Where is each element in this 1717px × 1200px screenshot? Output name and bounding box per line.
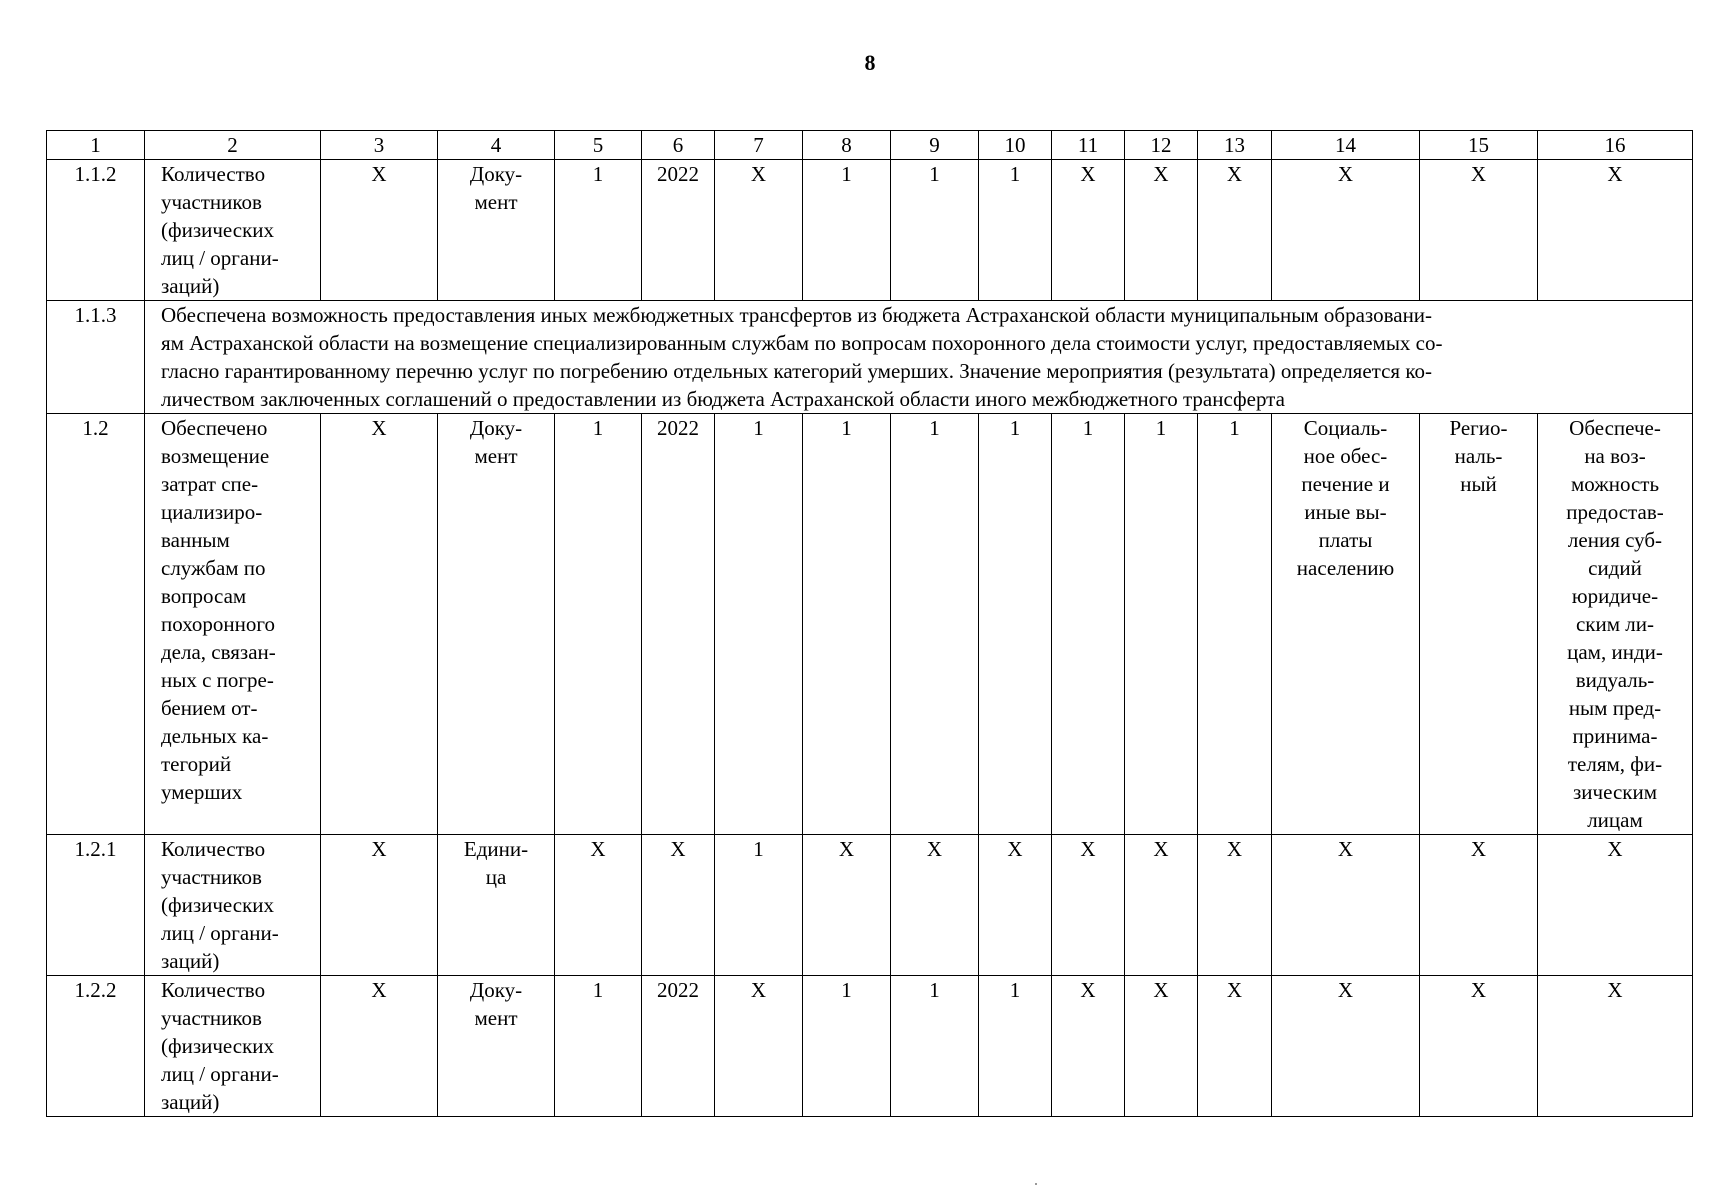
- table-cell: 2022: [642, 414, 715, 835]
- table-row: [47, 160, 1693, 301]
- table-cell: 1: [555, 160, 642, 301]
- table-cell: 1: [555, 414, 642, 835]
- row-id: 1.2.2: [47, 976, 145, 1117]
- column-header: 2: [145, 131, 321, 160]
- column-header: 13: [1198, 131, 1272, 160]
- table-cell: X: [715, 976, 803, 1117]
- row-name: Обеспечено возмещение затрат спе- циализиро- ванным службам по вопросам похоронного дела, связан- ных с погре- бением от- дельных ка- тегорий умерших: [145, 414, 321, 835]
- table-row: [47, 301, 1693, 414]
- table-cell: X: [1052, 160, 1125, 301]
- column-header: 14: [1272, 131, 1420, 160]
- table-cell: X: [979, 835, 1052, 976]
- row-id: 1.2.1: [47, 835, 145, 976]
- table-cell: X: [1272, 835, 1420, 976]
- column-header: 15: [1420, 131, 1538, 160]
- unit-cell: Доку- мент: [438, 160, 555, 301]
- row-name: Количество участников (физических лиц / органи- заций): [145, 976, 321, 1117]
- table-cell: 1: [1052, 414, 1125, 835]
- table-cell: 1: [891, 976, 979, 1117]
- unit-cell: Доку- мент: [438, 976, 555, 1117]
- table-cell: X: [1198, 160, 1272, 301]
- table-cell: X: [1538, 160, 1693, 301]
- table-cell: 1: [555, 976, 642, 1117]
- table-cell: X: [1125, 976, 1198, 1117]
- column-header: 4: [438, 131, 555, 160]
- table-cell: Социаль- ное обес- печение и иные вы- платы населению: [1272, 414, 1420, 835]
- page-number: 8: [864, 50, 876, 75]
- table-cell: Регио- наль- ный: [1420, 414, 1538, 835]
- table-cell: X: [715, 160, 803, 301]
- table-cell: 1: [891, 160, 979, 301]
- row-name: Количество участников (физических лиц / органи- заций): [145, 160, 321, 301]
- table-cell: 1: [979, 160, 1052, 301]
- table-cell: X: [1198, 976, 1272, 1117]
- table-cell: X: [1125, 835, 1198, 976]
- table-cell: X: [1052, 976, 1125, 1117]
- table-cell: Обеспече- на воз- можность предостав- ления суб- сидий юридиче- ским ли- цам, инди- видуаль- ным пред- принима- телям, фи- зическим лицам: [1538, 414, 1693, 835]
- row-description: Обеспечена возможность предоставления иных межбюджетных трансфертов из бюджета Астраханской области муниципальным образовани- ям Астраханской области на возмещение специализированным службам по вопросам похоронного дела стоимости услуг, предоставляемых со- гласно гарантированному перечню услуг по погребению отдельных категорий умерших. Значение мероприятия (результата) определяется ко- личеством заключенных соглашений о предоставлении из бюджета Астраханской области иного межбюджетного трансферта: [145, 301, 1693, 414]
- column-header: 16: [1538, 131, 1693, 160]
- column-header: 7: [715, 131, 803, 160]
- table-cell: 1: [1198, 414, 1272, 835]
- column-header: 12: [1125, 131, 1198, 160]
- table-cell: X: [1538, 835, 1693, 976]
- table-cell: X: [642, 835, 715, 976]
- table-cell: X: [321, 835, 438, 976]
- row-id: 1.1.2: [47, 160, 145, 301]
- column-header: 3: [321, 131, 438, 160]
- table-cell: X: [321, 976, 438, 1117]
- column-header: 9: [891, 131, 979, 160]
- table-cell: 1: [803, 160, 891, 301]
- table-cell: X: [803, 835, 891, 976]
- scan-speck: [1035, 1183, 1037, 1185]
- unit-cell: Доку- мент: [438, 414, 555, 835]
- row-name: Количество участников (физических лиц / органи- заций): [145, 835, 321, 976]
- table-cell: X: [555, 835, 642, 976]
- table-cell: 1: [979, 976, 1052, 1117]
- table-cell: X: [1420, 160, 1538, 301]
- table-row: [47, 976, 1693, 1117]
- table-cell: X: [1125, 160, 1198, 301]
- table-cell: X: [1538, 976, 1693, 1117]
- table-row: [47, 835, 1693, 976]
- column-number-row: [47, 131, 1693, 160]
- table-cell: 1: [803, 976, 891, 1117]
- column-header: 8: [803, 131, 891, 160]
- table-cell: 2022: [642, 976, 715, 1117]
- table-cell: 1: [715, 835, 803, 976]
- table-cell: X: [1420, 976, 1538, 1117]
- unit-cell: Едини- ца: [438, 835, 555, 976]
- table-cell: 1: [891, 414, 979, 835]
- table-cell: X: [1272, 976, 1420, 1117]
- column-header: 10: [979, 131, 1052, 160]
- table-cell: 2022: [642, 160, 715, 301]
- table-cell: X: [1052, 835, 1125, 976]
- table-cell: 1: [979, 414, 1052, 835]
- table-cell: 1: [715, 414, 803, 835]
- table-cell: 1: [1125, 414, 1198, 835]
- table-cell: X: [1198, 835, 1272, 976]
- table-cell: X: [321, 160, 438, 301]
- column-header: 1: [47, 131, 145, 160]
- column-header: 11: [1052, 131, 1125, 160]
- table-cell: 1: [803, 414, 891, 835]
- table-row: [47, 414, 1693, 835]
- table-cell: X: [1272, 160, 1420, 301]
- table-cell: X: [321, 414, 438, 835]
- indicators-table: [46, 130, 1693, 1117]
- column-header: 5: [555, 131, 642, 160]
- row-id: 1.2: [47, 414, 145, 835]
- table-cell: X: [1420, 835, 1538, 976]
- row-id: 1.1.3: [47, 301, 145, 414]
- table-cell: X: [891, 835, 979, 976]
- column-header: 6: [642, 131, 715, 160]
